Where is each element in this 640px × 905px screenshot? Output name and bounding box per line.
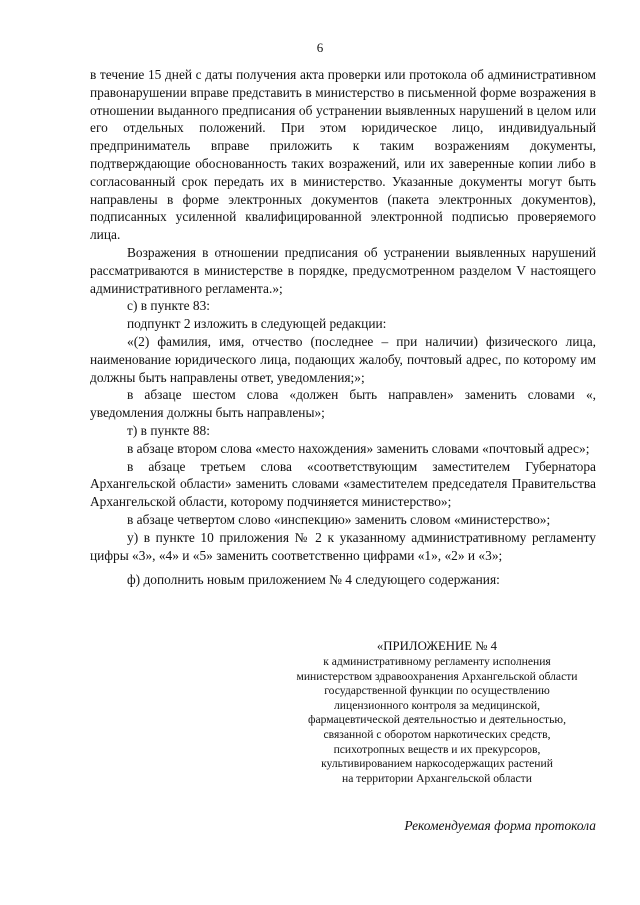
- appendix-line: на территории Архангельской области: [342, 771, 532, 785]
- appendix-line: культивированием наркосодержащих растений: [321, 757, 553, 771]
- paragraph-fourth-abzac: в абзаце четвертом слово «инспекцию» заменить словом «министерство»;: [127, 511, 551, 527]
- paragraph-item-t: т) в пункте 88:: [127, 422, 210, 438]
- paragraph-second-abzac: в абзаце втором слова «место нахождения» заменить словами «почтовый адрес»;: [127, 440, 590, 456]
- appendix-header: [278, 638, 596, 786]
- paragraph-subitem-2-text: «(2) фамилия, имя, отчество (последнее – при наличии) физического лица, наименование юридического лица, подающих жалобу, почтовый адрес, по которому им должны быть направлены ответ, уведомления;»;: [90, 333, 596, 385]
- appendix-title: «ПРИЛОЖЕНИЕ № 4: [376, 639, 498, 653]
- appendix-line: к административному регламенту исполнения: [323, 655, 551, 668]
- paragraph-objections-review: Возражения в отношении предписания об устранении выявленных нарушений рассматриваются в министерстве в порядке, предусмотренном разделом V настоящего административного регламента.»;: [90, 244, 596, 296]
- paragraph-item-u: у) в пункте 10 приложения № 2 к указанному административному регламенту цифры «3», «4» и «5» заменить соответственно цифрами «1», «2» и «3»;: [90, 529, 596, 563]
- appendix-line: министерством здравоохранения Архангельской области: [296, 669, 578, 683]
- appendix-line: государственной функции по осуществлению: [324, 684, 550, 698]
- appendix-line: психотропных веществ и их прекурсоров,: [333, 742, 541, 756]
- paragraph-item-s: с) в пункте 83:: [127, 298, 211, 314]
- form-caption: Рекомендуемая форма протокола: [404, 818, 596, 833]
- paragraph-subitem-2: подпункт 2 изложить в следующей редакции:: [127, 316, 387, 332]
- appendix-line: связанной с оборотом наркотических средств,: [323, 727, 551, 741]
- appendix-line: лицензионного контроля за медицинской,: [334, 698, 540, 712]
- appendix-line: фармацевтической деятельностью и деятельностью,: [308, 713, 566, 727]
- paragraph-sixth-abzac: в абзаце шестом слова «должен быть направлен» заменить словами «, уведомления должны быть направлены»;: [90, 387, 596, 421]
- body-text: [90, 66, 596, 589]
- paragraph-objections-term: в течение 15 дней с даты получения акта проверки или протокола об административном правонарушении вправе представить в министерство в письменной форме возражения в отношении выданного предписания об устранении выявленных нарушений в целом или его отдельных положений. При этом юридическое лицо, индивидуальный предприниматель вправе приложить к таким возражениям документы, подтверждающие обоснованность таких возражений, или их заверенные копии либо в согласованный срок передать их в министерство. Указанные документы могут быть направлены в форме электронных документов (пакета электронных документов), подписанных усиленной квалифицированной электронной подписью проверяемого лица.: [90, 67, 596, 243]
- page-number: 6: [316, 40, 324, 55]
- paragraph-third-abzac: в абзаце третьем слова «соответствующим заместителем Губернатора Архангельской области» заменить словами «заместителем председателя Правительства Архангельской области, которому подчиняется министерство»;: [90, 458, 596, 510]
- paragraph-item-f: ф) дополнить новым приложением № 4 следующего содержания:: [127, 572, 500, 588]
